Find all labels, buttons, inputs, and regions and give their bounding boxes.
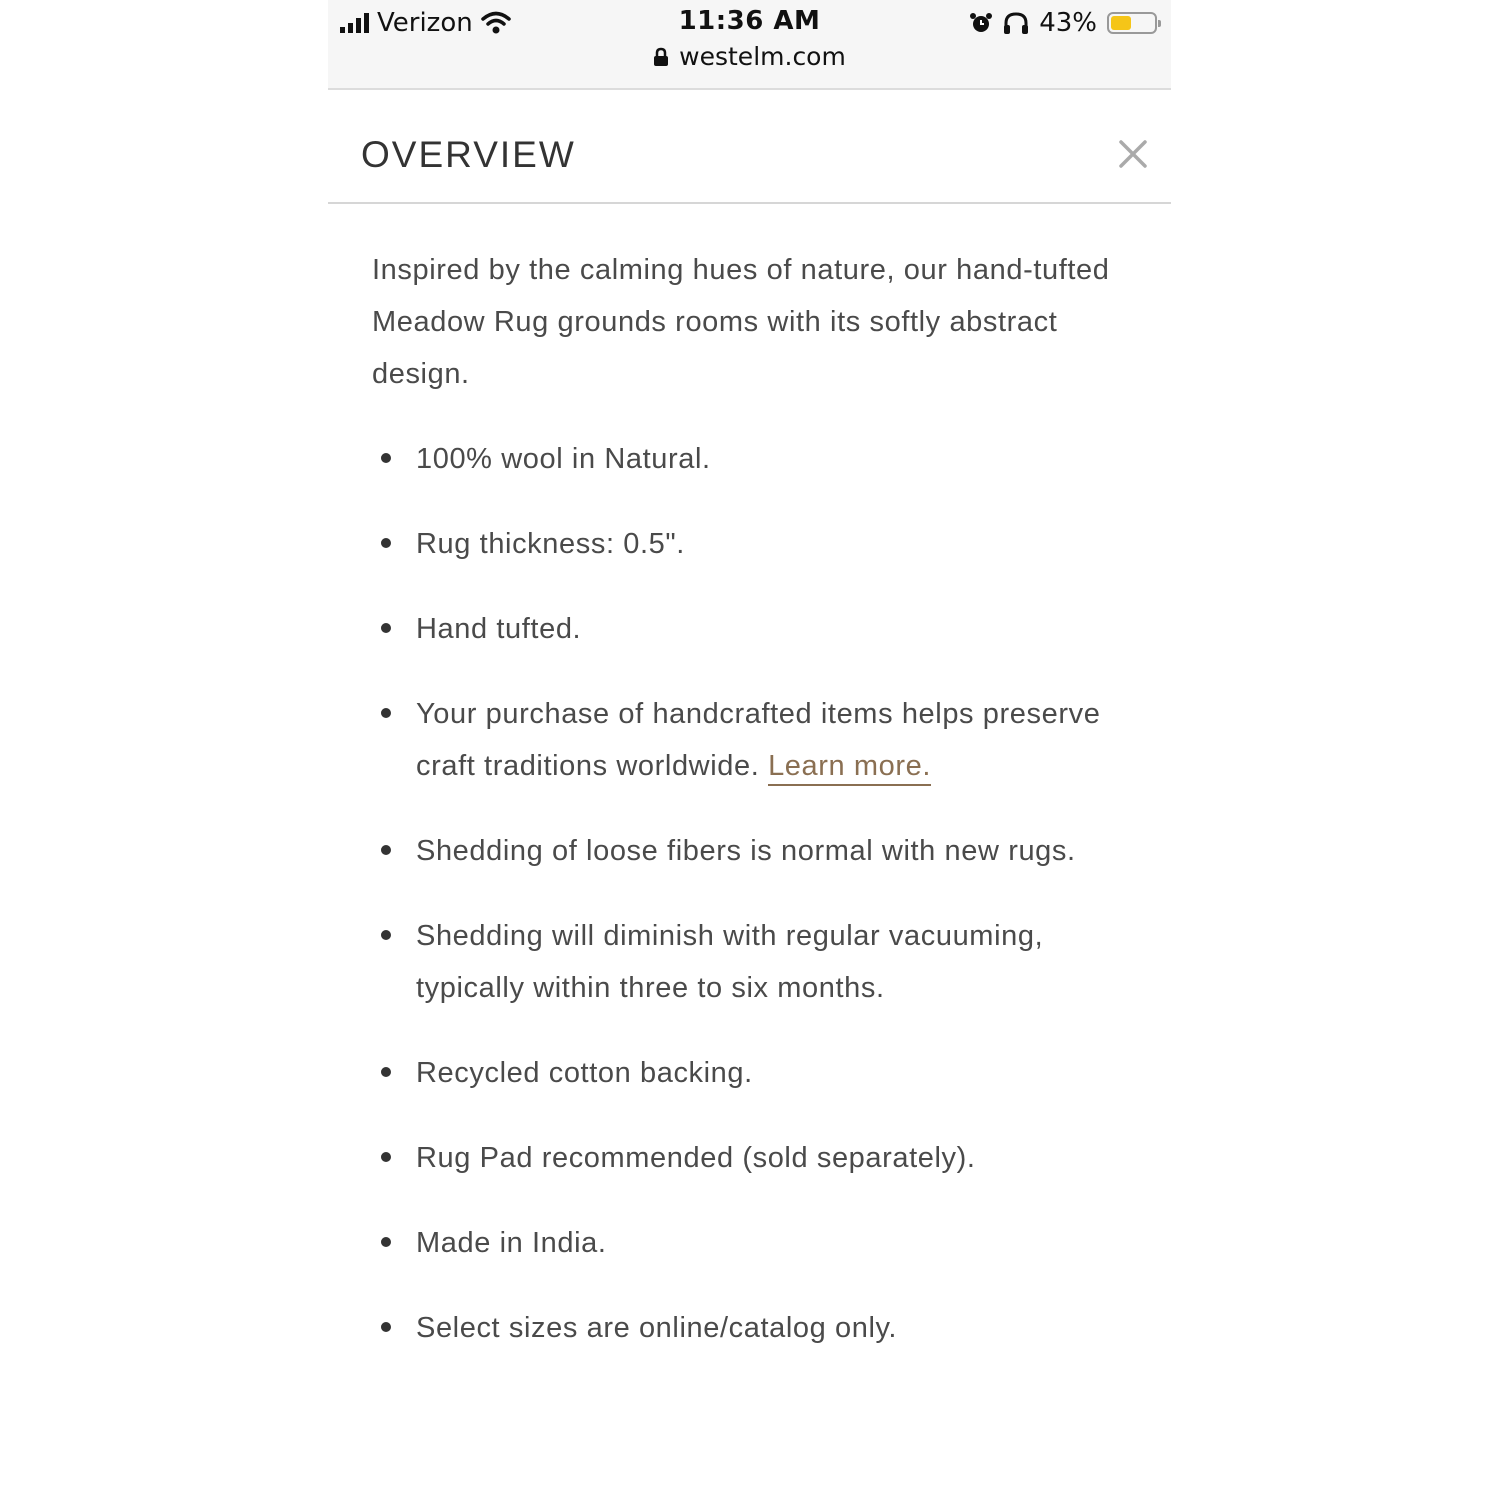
battery-fill [1111,16,1131,30]
list-item-text: Rug Pad recommended (sold separately). [416,1142,976,1174]
list-item-text: Shedding of loose fibers is normal with new rugs. [416,835,1076,867]
list-item-text: 100% wool in Natural. [416,443,711,475]
list-item-text: Hand tufted. [416,613,582,645]
battery-icon [1107,12,1157,34]
battery-percent: 43% [1039,8,1097,38]
list-item-text: Shedding will diminish with regular vacuuming, typically within three to six months. [416,920,1044,1004]
alarm-icon [969,11,993,35]
list-item [372,433,1132,485]
list-item-text: Recycled cotton backing. [416,1057,753,1089]
clock: 11:36 AM [678,6,821,36]
list-item [372,1047,1132,1099]
lock-icon [653,47,669,67]
close-button[interactable] [1113,134,1153,174]
list-item [372,1217,1132,1269]
close-icon [1113,134,1153,174]
feature-list [372,433,1132,1354]
list-item [372,1302,1132,1354]
overview-content [372,244,1132,1387]
carrier-label: Verizon [377,8,473,38]
url-text: westelm.com [679,42,846,71]
phone-screen [328,0,1171,1500]
list-item [372,825,1132,877]
overview-header [328,90,1171,204]
status-bar [328,0,1171,90]
list-item-text: Your purchase of handcrafted items helps preserve craft traditions worldwide. [416,698,1101,782]
list-item-text: Rug thickness: 0.5". [416,528,685,560]
list-item [372,688,1132,792]
overview-title: OVERVIEW [361,134,576,175]
status-right [969,6,1157,40]
list-item-text: Select sizes are online/catalog only. [416,1312,898,1344]
list-item [372,1132,1132,1184]
list-item-text: Made in India. [416,1227,607,1259]
address-bar[interactable] [328,42,1171,71]
headphones-icon [1003,11,1029,35]
list-item [372,910,1132,1014]
list-item [372,518,1132,570]
list-item [372,603,1132,655]
learn-more-link[interactable]: Learn more. [768,750,931,786]
overview-intro: Inspired by the calming hues of nature, our hand-tufted Meadow Rug grounds rooms with its softly abstract design. [372,254,1110,390]
